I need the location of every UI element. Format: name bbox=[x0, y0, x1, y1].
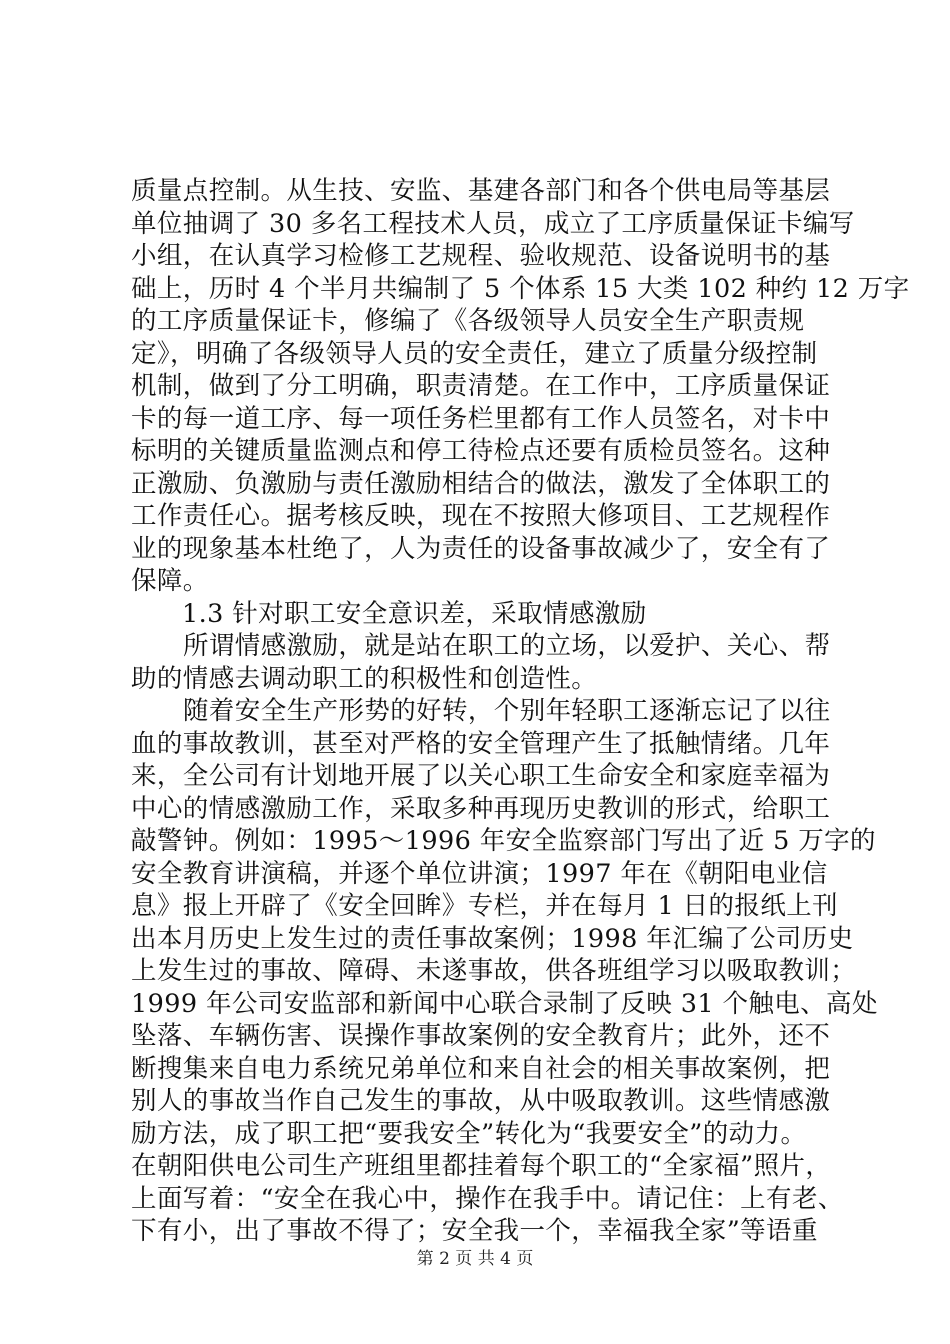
text-line: 上面写着：“安全在我心中，操作在我手中。请记住：上有老、 bbox=[131, 1183, 844, 1214]
text-line: 来，全公司有计划地开展了以关心职工生命安全和家庭幸福为 bbox=[131, 761, 831, 791]
text-line: 标明的关键质量监测点和停工待检点还要有质检员签名。这种 bbox=[131, 436, 831, 466]
text-line: 别人的事故当作自己发生的事故，从中吸取教训。这些情感激 bbox=[131, 1086, 831, 1116]
text-line: 在朝阳供电公司生产班组里都挂着每个职工的“全家福”照片， bbox=[131, 1151, 832, 1181]
text-line: 助的情感去调动职工的积极性和创造性。 bbox=[131, 663, 598, 694]
text-line: 业的现象基本杜绝了，人为责任的设备事故减少了，安全有了 bbox=[131, 533, 831, 564]
text-line: 上发生过的事故、障碍、未遂事故，供各班组学习以吸取教训； bbox=[131, 956, 857, 986]
text-line: 中心的情感激励工作，采取多种再现历史教训的形式，给职工 bbox=[131, 793, 831, 824]
body-text bbox=[131, 175, 910, 1248]
text-line: 随着安全生产形势的好转，个别年轻职工逐渐忘记了以往 bbox=[183, 696, 831, 726]
text-line: 小组，在认真学习检修工艺规程、验收规范、设备说明书的基 bbox=[131, 241, 831, 271]
text-line: 下有小，出了事故不得了；安全我一个，幸福我全家”等语重 bbox=[131, 1216, 818, 1246]
text-line: 卡的每一道工序、每一项任务栏里都有工作人员签名，对卡中 bbox=[131, 403, 831, 434]
text-line: 正激励、负激励与责任激励相结合的做法，激发了全体职工的 bbox=[131, 468, 831, 499]
text-line: 保障。 bbox=[131, 566, 209, 596]
text-line: 定》，明确了各级领导人员的安全责任，建立了质量分级控制 bbox=[131, 338, 818, 369]
text-line: 敲警钟。例如：1995～1996 年安全监察部门写出了近 5 万字的 bbox=[131, 826, 876, 856]
section-heading: 1.3 针对职工安全意识差，采取情感激励 bbox=[182, 598, 647, 629]
text-line: 单位抽调了 30 多名工程技术人员，成立了工序质量保证卡编写 bbox=[131, 208, 855, 239]
text-line: 坠落、车辆伤害、误操作事故案例的安全教育片；此外，还不 bbox=[131, 1021, 831, 1051]
text-line: 息》报上开辟了《安全回眸》专栏，并在每月 1 日的报纸上刊 bbox=[131, 891, 839, 921]
text-line: 断搜集来自电力系统兄弟单位和来自社会的相关事故案例，把 bbox=[131, 1053, 831, 1084]
text-line: 机制，做到了分工明确，职责清楚。在工作中，工序质量保证 bbox=[131, 371, 831, 401]
text-line: 础上，历时 4 个半月共编制了 5 个体系 15 大类 102 种约 12 万字 bbox=[131, 273, 910, 304]
text-line: 出本月历史上发生过的责任事故案例；1998 年汇编了公司历史 bbox=[131, 923, 854, 954]
text-line: 所谓情感激励，就是站在职工的立场，以爱护、关心、帮 bbox=[183, 631, 831, 661]
text-line: 安全教育讲演稿，并逐个单位讲演；1997 年在《朝阳电业信 bbox=[131, 858, 828, 889]
text-line: 1999 年公司安监部和新闻中心联合录制了反映 31 个触电、高处 bbox=[131, 988, 878, 1019]
page-number-footer: 第 2 页 共 4 页 bbox=[416, 1249, 534, 1269]
text-line: 励方法，成了职工把“要我安全”转化为“我要安全”的动力。 bbox=[131, 1118, 807, 1149]
text-line: 血的事故教训，甚至对严格的安全管理产生了抵触情绪。几年 bbox=[131, 728, 831, 759]
text-line: 质量点控制。从生技、安监、基建各部门和各个供电局等基层 bbox=[131, 176, 831, 206]
text-line: 的工序质量保证卡，修编了《各级领导人员安全生产职责规 bbox=[131, 306, 805, 336]
text-line: 工作责任心。据考核反映，现在不按照大修项目、工艺规程作 bbox=[131, 501, 831, 531]
